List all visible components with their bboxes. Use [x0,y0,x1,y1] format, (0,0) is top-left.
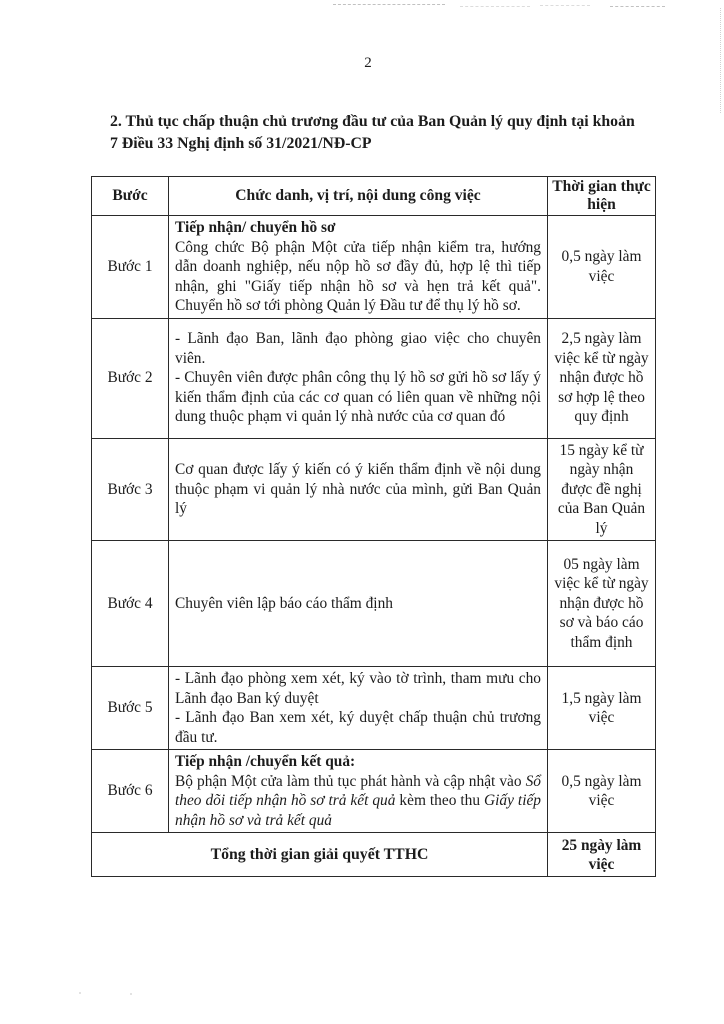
table-row [92,216,656,319]
time-cell: 0,5 ngày làm việc [548,750,656,833]
content-segment: kèm theo thu [395,792,485,809]
scan-artifact [610,6,665,7]
table-row [92,750,656,833]
header-step: Bước [92,177,169,216]
content-segment: - Lãnh đạo Ban, lãnh đạo phòng giao việc cho chuyên viên. [175,330,541,367]
time-cell: 1,5 ngày làm việc [548,667,656,750]
header-content: Chức danh, vị trí, nội dung công việc [169,177,548,216]
document-title-line2: 7 Điều 33 Nghị định số 31/2021/NĐ-CP [110,135,372,152]
time-cell: 15 ngày kể từ ngày nhận được đề nghị của Ban Quản lý [548,438,656,541]
table-row [92,541,656,667]
step-cell: Bước 6 [92,750,169,833]
content-segment: Công chức Bộ phận Một cửa tiếp nhận kiểm tra, hướng dẫn doanh nghiệp, nếu nộp hồ sơ đầy đủ, hợp lệ thì tiếp nhận, ghi "Giấy tiếp nhận hồ sơ và hẹn trả kết quả". Chuyển hồ sơ tới phòng Quản lý Đầu tư để thụ lý hồ sơ. [175,238,541,314]
table-row [92,438,656,541]
step-cell: Bước 4 [92,541,169,667]
step-cell: Bước 3 [92,438,169,541]
content-cell [169,438,548,541]
content-segment: Sổ theo dõi tiếp nhận hồ sơ trả kết quả [175,772,541,809]
table-row [92,318,656,438]
content-cell [169,541,548,667]
total-time: 25 ngày làm việc [548,833,656,877]
content-cell [169,318,548,438]
scan-artifact [460,6,530,7]
content-segment: Cơ quan được lấy ý kiến có ý kiến thẩm định về nội dung thuộc phạm vi quản lý nhà nước của mình, gửi Ban Quản lý [175,461,541,517]
document-title [110,111,668,155]
table-header-row [92,177,656,216]
content-segment: - Lãnh đạo Ban xem xét, ký duyệt chấp thuận chủ trương đầu tư. [175,709,541,746]
step-cell: Bước 1 [92,216,169,319]
content-segment: Chuyên viên lập báo cáo thẩm định [175,594,393,612]
content-segment: Tiếp nhận /chuyển kết quả: [175,753,356,770]
page-number: 2 [364,55,372,71]
step-cell: Bước 2 [92,318,169,438]
step-cell: Bước 5 [92,667,169,750]
scan-artifact [130,993,132,995]
scan-artifact [79,992,81,994]
total-label: Tổng thời gian giải quyết TTHC [92,833,548,877]
content-cell [169,216,548,319]
content-cell [169,667,548,750]
content-segment: - Chuyên viên được phân công thụ lý hồ sơ gửi hồ sơ lấy ý kiến thẩm định của các cơ quan có liên quan về những nội dung thuộc phạm vi quản lý nhà nước của cơ quan đó [175,369,541,426]
content-segment: Bộ phận Một cửa làm thủ tục phát hành và cập nhật vào [175,772,526,790]
content-segment: Tiếp nhận/ chuyển hồ sơ [175,219,336,236]
content-segment: - Lãnh đạo phòng xem xét, ký vào tờ trình, tham mưu cho Lãnh đạo Ban ký duyệt [175,670,541,707]
total-row [92,833,656,877]
header-time: Thời gian thực hiện [548,177,656,216]
content-cell [169,750,548,833]
scan-artifact [540,5,590,6]
content-segment: Giấy tiếp nhận hồ sơ và trả kết quả [175,792,541,829]
time-cell: 2,5 ngày làm việc kể từ ngày nhận được hồ sơ hợp lệ theo quy định [548,318,656,438]
time-cell: 0,5 ngày làm việc [548,216,656,319]
table-row [92,667,656,750]
document-title-line1: 2. Thủ tục chấp thuận chủ trương đầu tư của Ban Quản lý quy định tại khoản [110,113,635,130]
scan-artifact [333,4,445,5]
time-cell: 05 ngày làm việc kể từ ngày nhận được hồ sơ và báo cáo thẩm định [548,541,656,667]
procedure-table [91,176,656,877]
